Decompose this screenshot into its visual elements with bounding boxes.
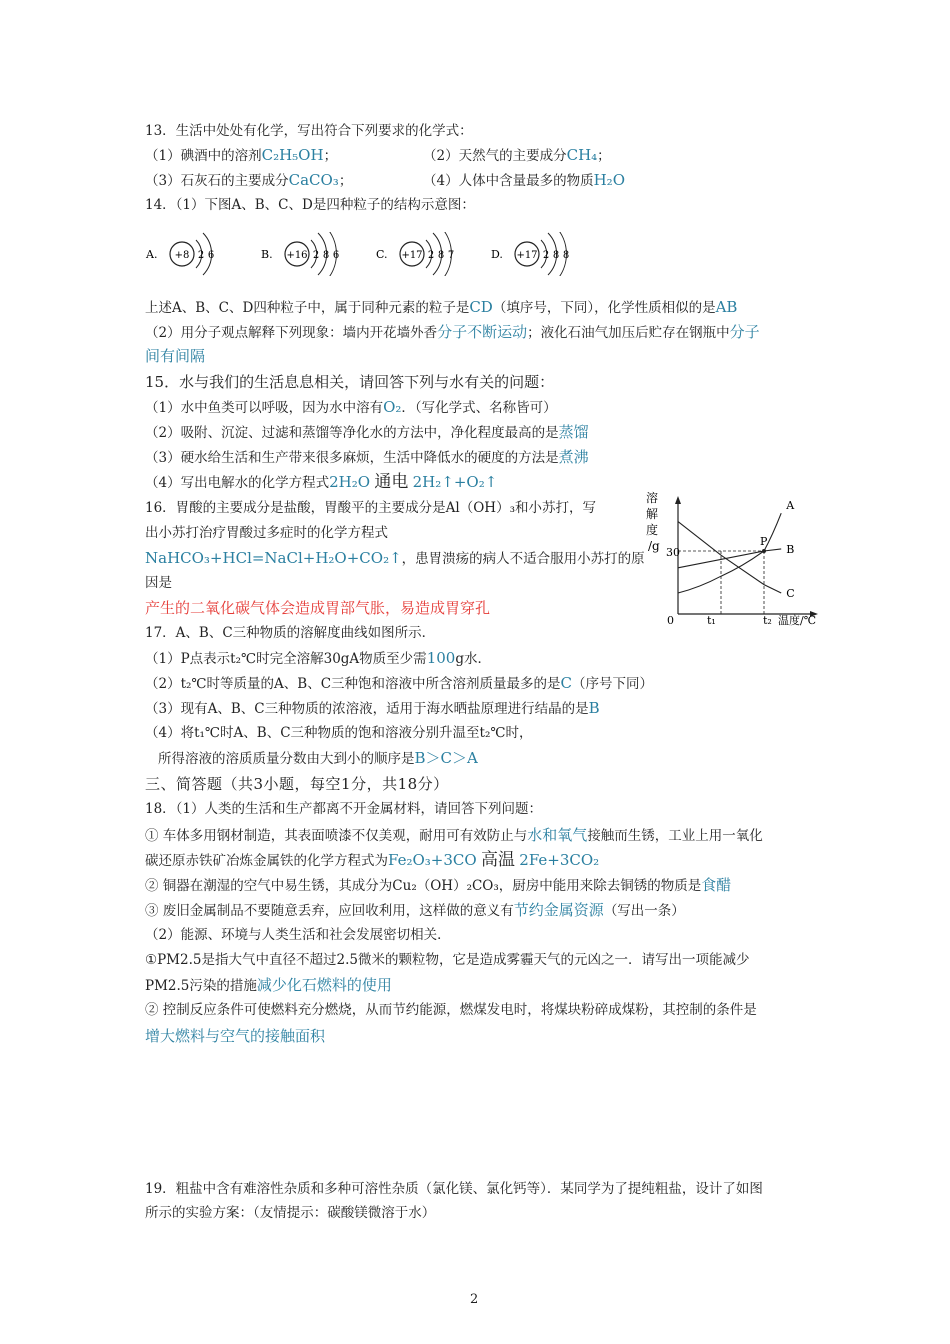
q15-line1: [145, 398, 557, 417]
q18-ans3: 食醋: [701, 876, 732, 894]
q14-ans1: CD: [469, 298, 493, 316]
series-A-label: A: [786, 499, 795, 513]
q18-line8: ② 控制反应条件可使燃料充分燃烧，从而节约能源，燃煤发电时，将煤块粉碎成煤粉，其控制的条件是: [145, 1002, 757, 1018]
q18-l7: PM2.5污染的措施: [145, 978, 257, 994]
q18-ans2a: Fe₂O₃+3CO: [388, 851, 477, 869]
q16-line5: [145, 599, 490, 618]
q16-ans1: NaHCO₃+HCl=NaCl+H₂O+CO₂↑: [145, 549, 402, 567]
ylabel-3: 度: [646, 523, 659, 537]
q15-line4: [145, 473, 497, 492]
q13-title: 13．生活中处处有化学，写出符合下列要求的化学式：: [145, 123, 473, 139]
q14-ans2: AB: [715, 298, 738, 316]
q17-line3: [145, 699, 600, 718]
q18-l1b: 接触而生锈，工业上用一氧化: [587, 828, 763, 844]
q18-line9: [145, 1027, 325, 1046]
atom-label: A.: [146, 248, 158, 261]
q17-ans2: C: [560, 674, 573, 692]
atom-4: [491, 232, 569, 276]
q13-p3-end: ；: [338, 173, 353, 189]
q18-line2: [145, 851, 599, 870]
shell-electron-count: 6: [207, 250, 215, 261]
q13-p2-end: ；: [597, 148, 611, 164]
q14-l1a: 上述A、B、C、D四种粒子中，属于同种元素的粒子是: [145, 300, 470, 316]
q13-line4: [423, 171, 625, 190]
xtick-t2: t₂: [763, 614, 772, 627]
q19-line2: 所示的实验方案：（友情提示：碳酸镁微溶于水）: [145, 1205, 436, 1221]
atom-1: [145, 233, 214, 275]
q14-l1b: （填序号，下同），化学性质相似的是: [492, 300, 716, 316]
q14-title: 14．（1）下图A、B、C、D是四种粒子的结构示意图：: [145, 197, 475, 213]
q17-line4: （4）将t₁℃时A、B、C三种物质的饱和溶液分别升温至t₂℃时，: [145, 725, 533, 741]
q18-line5: （2）能源、环境与人类生活和社会发展密切相关．: [145, 927, 451, 943]
ylabel-2: 解: [646, 507, 659, 521]
q18-line6: ①PM2.5是指大气中直径不超过2.5微米的颗粒物，它是造成雾霾天气的元凶之一．请写出一项能减少: [145, 952, 750, 968]
q13-ans4: H₂O: [593, 171, 625, 189]
q18-title: 18．（1）人类的生活和生产都离不开金属材料，请回答下列问题：: [145, 801, 543, 817]
atom-label: B.: [261, 248, 273, 261]
nucleus-charge: +17: [516, 250, 538, 261]
q18-line4: [145, 901, 685, 920]
q17-line2: [145, 674, 653, 693]
q16-l3: ，患胃溃疡的病人不适合服用小苏打的原: [401, 551, 645, 567]
shell-electron-count: 8: [562, 250, 570, 261]
q18-ans4: 节约金属资源: [513, 901, 604, 919]
q18-l4b: （写出一条）: [603, 903, 685, 919]
point-P: [762, 549, 766, 553]
q17-ans5: B＞C＞A: [414, 749, 478, 767]
ylabel-4: /g: [648, 539, 660, 553]
origin-label: 0: [667, 614, 674, 627]
q18-line3: [145, 876, 731, 895]
q15-l3: （3）硬水给生活和生产带来很多麻烦，生活中降低水的硬度的方法是: [145, 450, 559, 466]
q15-title: 15．水与我们的生活息息相关，请回答下列与水有关的问题：: [145, 373, 555, 391]
q18-line1: [145, 826, 763, 845]
shell-electron-count: 8: [322, 250, 330, 261]
shell-electron-count: 2: [542, 250, 550, 261]
ylabel-1: 溶: [646, 491, 659, 505]
shell-electron-count: 7: [447, 250, 455, 261]
q16-ans2: 产生的二氧化碳气体会造成胃部气胀，易造成胃穿孔: [145, 599, 491, 617]
q18-ans2b: 高温: [480, 850, 515, 870]
q13-line2: [423, 146, 611, 165]
q14-ans4b: 间有间隔: [145, 347, 206, 365]
q18-ans8: 增大燃料与空气的接触面积: [145, 1027, 326, 1045]
q13-p2: （2）天然气的主要成分: [423, 148, 567, 164]
atom-3: [376, 232, 454, 276]
q13-line3: [145, 171, 352, 190]
ytick-30: 30: [666, 546, 680, 559]
atom-label: C.: [376, 248, 388, 261]
axes: [675, 496, 818, 617]
q18-ans1: 水和氧气: [527, 826, 588, 844]
atom-structure-diagrams: [140, 232, 620, 276]
xlabel: 温度/℃: [778, 614, 817, 627]
xtick-t1: t₁: [707, 614, 716, 627]
q15-ans1: O₂: [383, 398, 402, 416]
shell-electron-count: 2: [197, 250, 205, 261]
point-P-label: P: [760, 535, 768, 548]
q14-l2a: （2）用分子观点解释下列现象：墙内开花墙外香: [145, 325, 438, 341]
q17-ans1: 100: [426, 649, 456, 667]
q18-l3: ② 铜器在潮湿的空气中易生锈，其成分为Cu₂（OH）₂CO₃，厨房中能用来除去铜锈的物质是: [145, 878, 702, 894]
atom-label: D.: [491, 248, 503, 261]
q17-title: 17．A、B、C三种物质的溶解度曲线如图所示．: [145, 625, 436, 641]
q19-line1: 19．粗盐中含有难溶性杂质和多种可溶性杂质（氯化镁、氯化钙等）．某同学为了提纯粗盐，设计了如图: [145, 1181, 763, 1197]
q13-line1: [145, 146, 337, 165]
q14-line3: [145, 347, 205, 366]
y-axis-arrow: [675, 496, 681, 504]
q15-l4: （4）写出电解水的化学方程式: [145, 475, 330, 491]
q13-p1-end: ；: [323, 148, 338, 164]
series-A-curve: [678, 513, 781, 593]
q18-l4: ③ 废旧金属制品不要随意丢弃，应回收利用，这样做的意义有: [145, 903, 514, 919]
q13-ans3: CaCO₃: [288, 171, 339, 189]
q17-l1: （1）P点表示t₂℃时完全溶解30gA物质至少需: [145, 651, 427, 667]
q14-line1: [145, 298, 737, 317]
q18-l2: 碳还原赤铁矿冶炼金属铁的化学方程式为: [145, 853, 388, 869]
q16-line3: [145, 549, 645, 568]
q15-ans2: 蒸馏: [558, 423, 589, 441]
q17-line5: [158, 749, 478, 768]
q17-l2b: （序号下同）: [572, 676, 654, 692]
q17-l2: （2）t₂℃时等质量的A、B、C三种饱和溶液中所含溶剂质量最多的是: [145, 676, 561, 692]
series-B-label: B: [786, 542, 795, 556]
q17-ans3: B: [588, 699, 600, 717]
shell-electron-count: 2: [312, 250, 320, 261]
q18-line7: [145, 976, 392, 995]
q18-ans7: 减少化石燃料的使用: [256, 976, 392, 994]
q17-l5: 所得溶液的溶质质量分数由大到小的顺序是: [158, 751, 415, 767]
q14-ans4a: 分子: [729, 323, 760, 341]
shell-electron-count: 8: [437, 250, 445, 261]
q13-ans2: CH₄: [566, 146, 598, 164]
q15-ans4b: 通电: [374, 472, 409, 492]
q15-line2: [145, 423, 589, 442]
shell-electron-count: 8: [552, 250, 560, 261]
q17-l3: （3）现有A、B、C三种物质的浓溶液，适用于海水晒盐原理进行结晶的是: [145, 701, 589, 717]
q15-l1: （1）水中鱼类可以呼吸，因为水中溶有: [145, 400, 384, 416]
q13-p4: （4）人体中含量最多的物质: [423, 173, 594, 189]
nucleus-charge: +16: [286, 250, 308, 261]
solubility-chart: [640, 486, 830, 634]
q15-ans4a: 2H₂O: [329, 473, 371, 491]
series-C-label: C: [786, 587, 795, 600]
q18-l1: ① 车体多用钢材制造，其表面喷漆不仅美观，耐用可有效防止与: [145, 828, 528, 844]
shell-electron-count: 6: [332, 250, 340, 261]
chart-marks: [678, 499, 795, 614]
section-3-heading: 三、简答题（共3小题，每空1分，共18分）: [145, 775, 449, 793]
q17-line1: [145, 649, 491, 668]
q15-l2: （2）吸附、沉淀、过滤和蒸馏等净化水的方法中，净化程度最高的是: [145, 425, 559, 441]
nucleus-charge: +8: [174, 250, 190, 261]
q15-ans3: 煮沸: [558, 448, 589, 466]
q14-ans3: 分子不断运动: [437, 323, 528, 341]
q13-ans1: C₂H₅OH: [261, 146, 324, 164]
nucleus-charge: +17: [401, 250, 423, 261]
page-number: 2: [470, 1292, 479, 1307]
q16-line4: 因是: [145, 575, 172, 591]
q15-line3: [145, 448, 589, 467]
q16-line1: 16．胃酸的主要成分是盐酸，胃酸平的主要成分是Al（OH）₃和小苏打，写: [145, 500, 596, 516]
atom-2: [261, 232, 339, 276]
shell-electron-count: 2: [427, 250, 435, 261]
q14-l2b: ；液化石油气加压后贮存在钢瓶中: [527, 325, 730, 341]
q15-l1b: ．（写化学式、名称皆可）: [401, 400, 557, 416]
q13-p1: （1）碘酒中的溶剂: [145, 148, 262, 164]
q14-line2: [145, 323, 760, 342]
q13-p3: （3）石灰石的主要成分: [145, 173, 289, 189]
q17-l1b: g水．: [455, 651, 491, 667]
q16-line2: 出小苏打治疗胃酸过多症时的化学方程式: [145, 525, 388, 541]
q15-ans4c: 2H₂↑+O₂↑: [412, 473, 498, 491]
q18-ans2c: 2Fe+3CO₂: [519, 851, 600, 869]
